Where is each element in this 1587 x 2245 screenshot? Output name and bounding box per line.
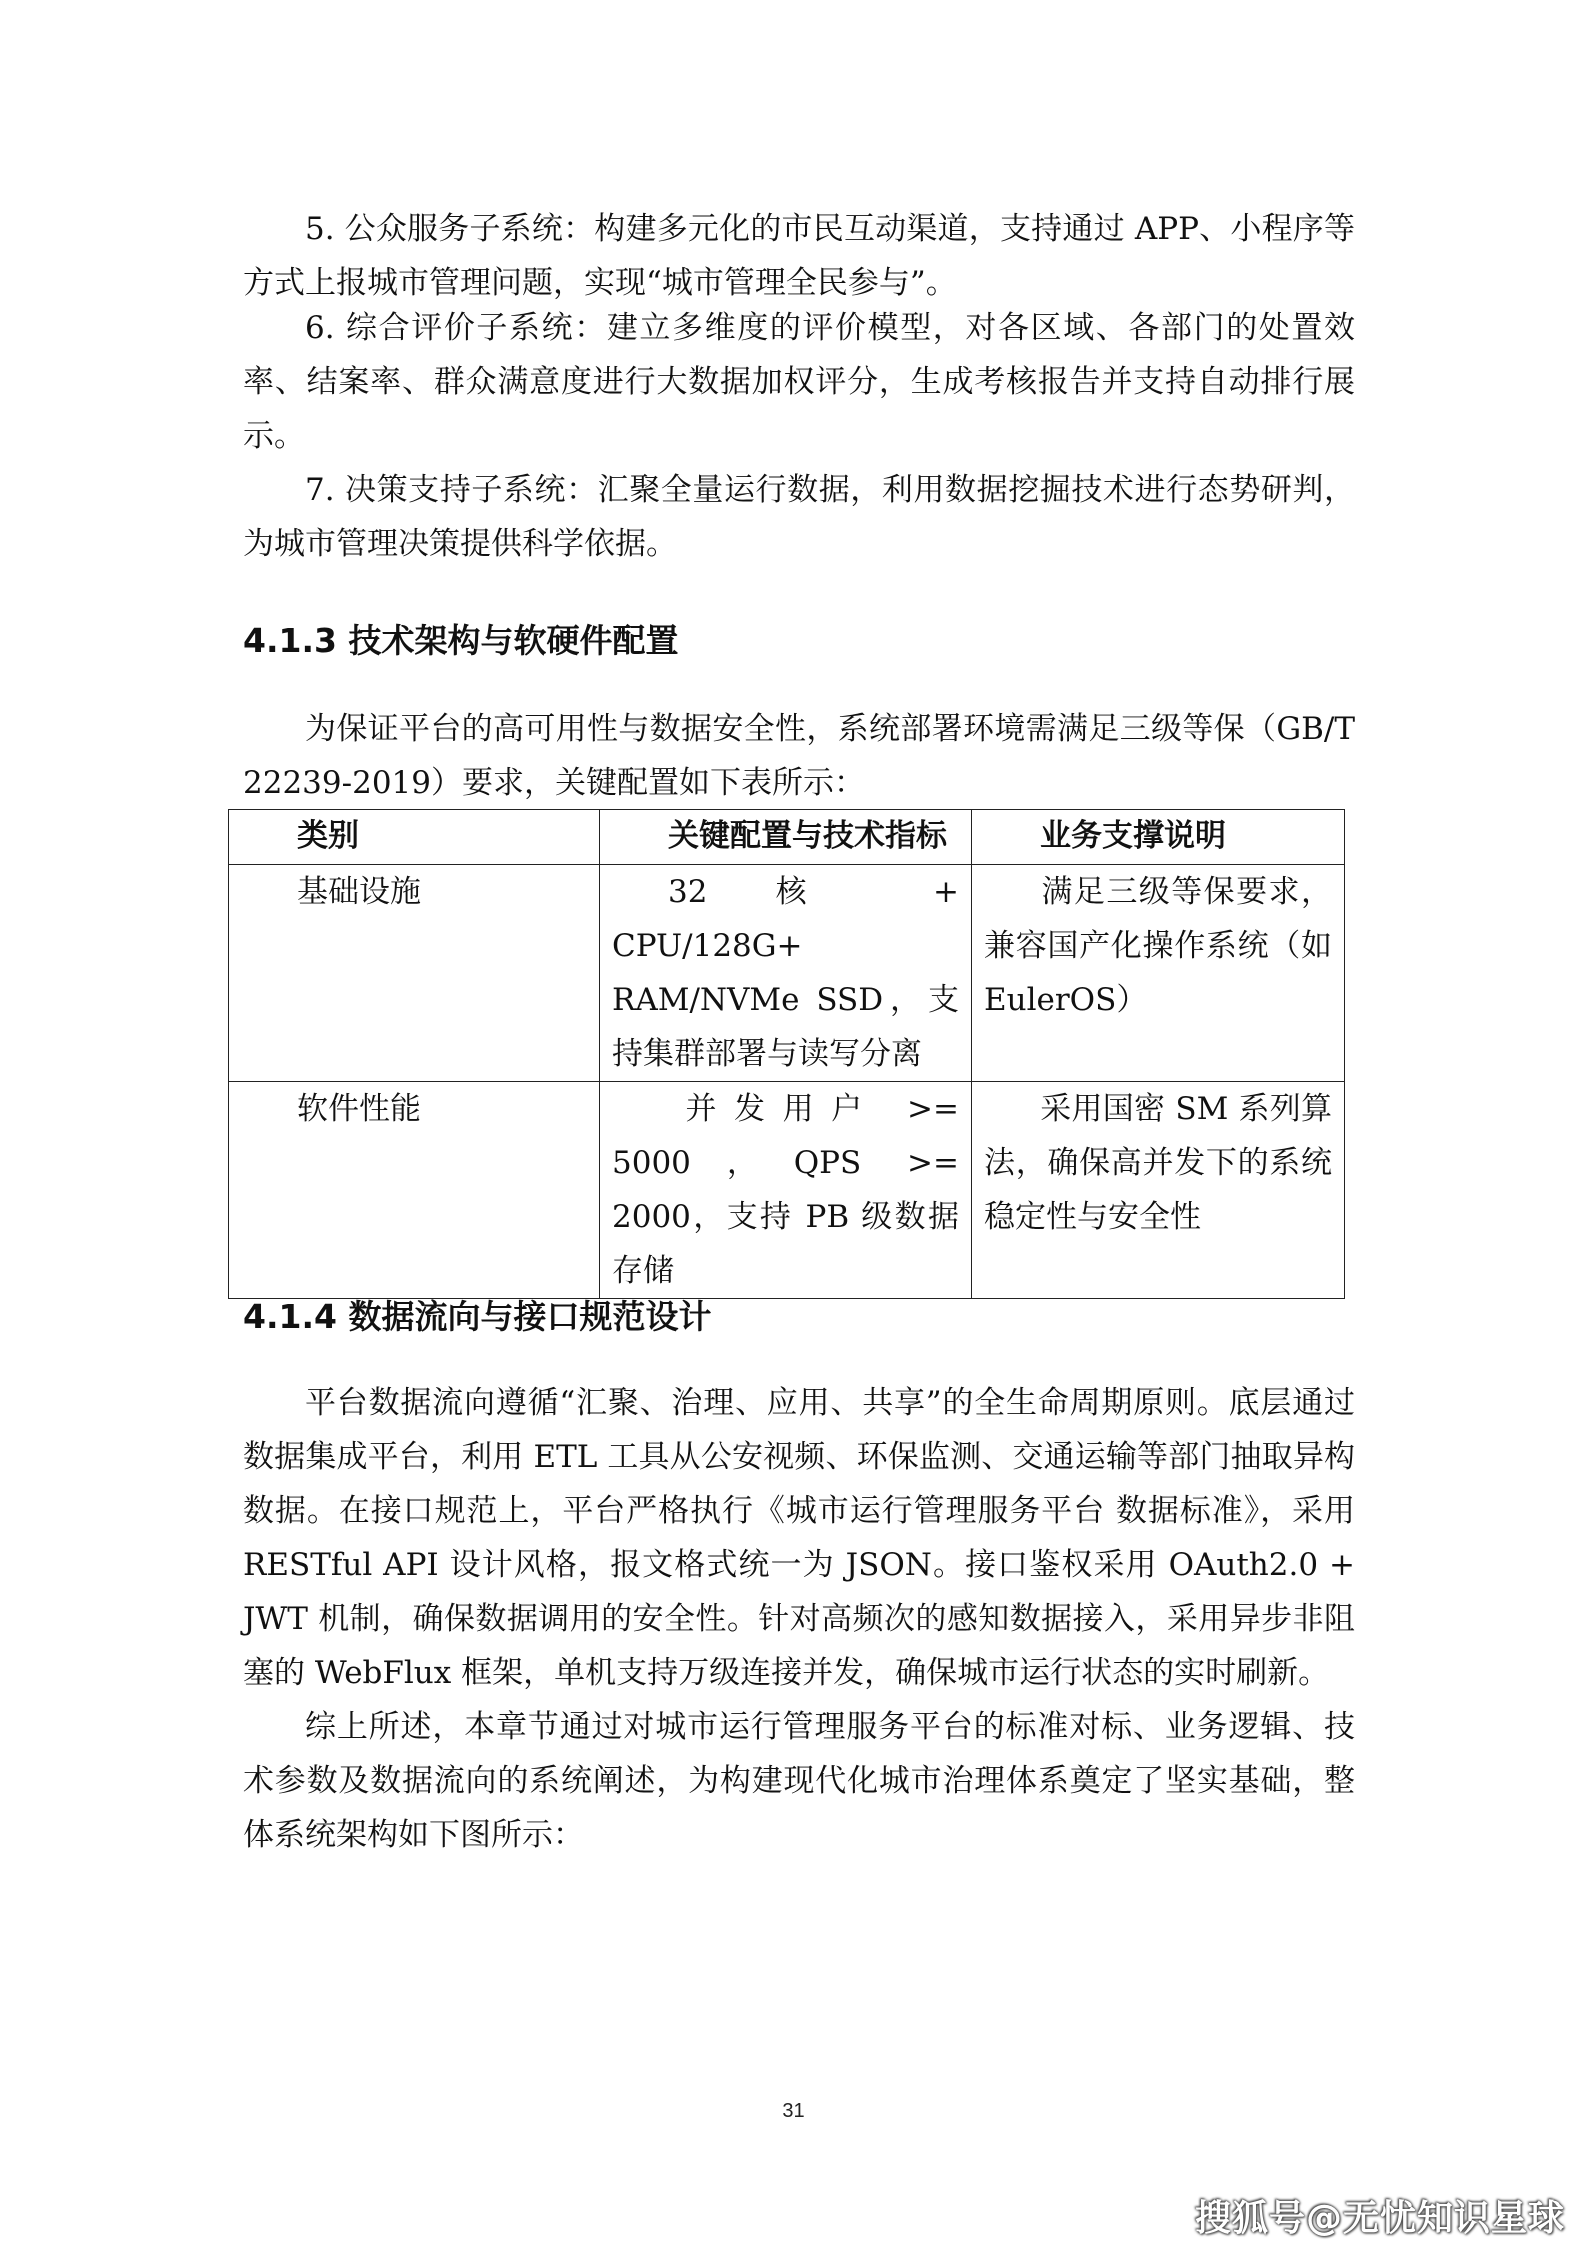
section-heading-4-1-3: 4.1.3 技术架构与软硬件配置	[243, 621, 679, 660]
section-heading-4-1-4: 4.1.4 数据流向与接口规范设计	[243, 1297, 712, 1336]
table-header-cell: 类别	[229, 810, 600, 865]
paragraph-item-7: 7. 决策支持子系统：汇聚全量运行数据，利用数据挖掘技术进行态势研判，为城市管理决策提供科学依据。	[243, 472, 1355, 562]
table-header-cell: 关键配置与技术指标	[600, 810, 972, 865]
table-cell-category: 软件性能	[229, 1082, 600, 1299]
paragraph-item-5: 5. 公众服务子系统：构建多元化的市民互动渠道，支持通过 APP、小程序等方式上报城市管理问题，实现“城市管理全民参与”。	[243, 211, 1355, 301]
section-4-1-3-intro: 为保证平台的高可用性与数据安全性，系统部署环境需满足三级等保（GB/T 22239-2019）要求，关键配置如下表所示：	[243, 711, 1355, 801]
watermark: 搜狐号@无忧知识星球	[1194, 2198, 1565, 2239]
table-cell-config	[600, 865, 972, 1082]
section-4-1-4-summary: 综上所述，本章节通过对城市运行管理服务平台的标准对标、业务逻辑、技术参数及数据流向的系统阐述，为构建现代化城市治理体系奠定了坚实基础，整体系统架构如下图所示：	[243, 1709, 1355, 1853]
table-cell-category: 基础设施	[229, 865, 600, 1082]
config-table	[228, 809, 1345, 1299]
paragraph-item-6: 6. 综合评价子系统：建立多维度的评价模型，对各区域、各部门的处置效率、结案率、群众满意度进行大数据加权评分，生成考核报告并支持自动排行展示。	[243, 310, 1355, 454]
table-cell-text: 满足三级等保要求，兼容国产化操作系统（如 EulerOS）	[984, 874, 1332, 1018]
table-header-row	[229, 810, 1345, 865]
table-cell-description	[972, 1082, 1345, 1299]
table-header-cell: 业务支撑说明	[972, 810, 1345, 865]
table-cell-description	[972, 865, 1345, 1082]
table-cell-text: 并发用户 >= 5000，QPS >= 2000，支持 PB 级数据存储	[612, 1091, 959, 1289]
table-cell-text: 32 核 + CPU/128G+ RAM/NVMe SSD，支持集群部署与读写分离	[612, 874, 959, 1072]
table-cell-text: 采用国密 SM 系列算法，确保高并发下的系统稳定性与安全性	[984, 1091, 1332, 1235]
table-row	[229, 865, 1345, 1082]
page-number: 31	[782, 2100, 805, 2122]
section-4-1-4-paragraph: 平台数据流向遵循“汇聚、治理、应用、共享”的全生命周期原则。底层通过数据集成平台，利用 ETL 工具从公安视频、环保监测、交通运输等部门抽取异构数据。在接口规范上，平台严格执行《城市运行管理服务平台 数据标准》，采用 RESTful API 设计风格，报文格式统一为 JSON。接口鉴权采用 OAuth2.0 + JWT 机制，确保数据调用的安全性。针对高频次的感知数据接入，采用异步非阻塞的 WebFlux 框架，单机支持万级连接并发，确保城市运行状态的实时刷新。	[243, 1385, 1355, 1691]
table-row	[229, 1082, 1345, 1299]
table-cell-config	[600, 1082, 972, 1299]
